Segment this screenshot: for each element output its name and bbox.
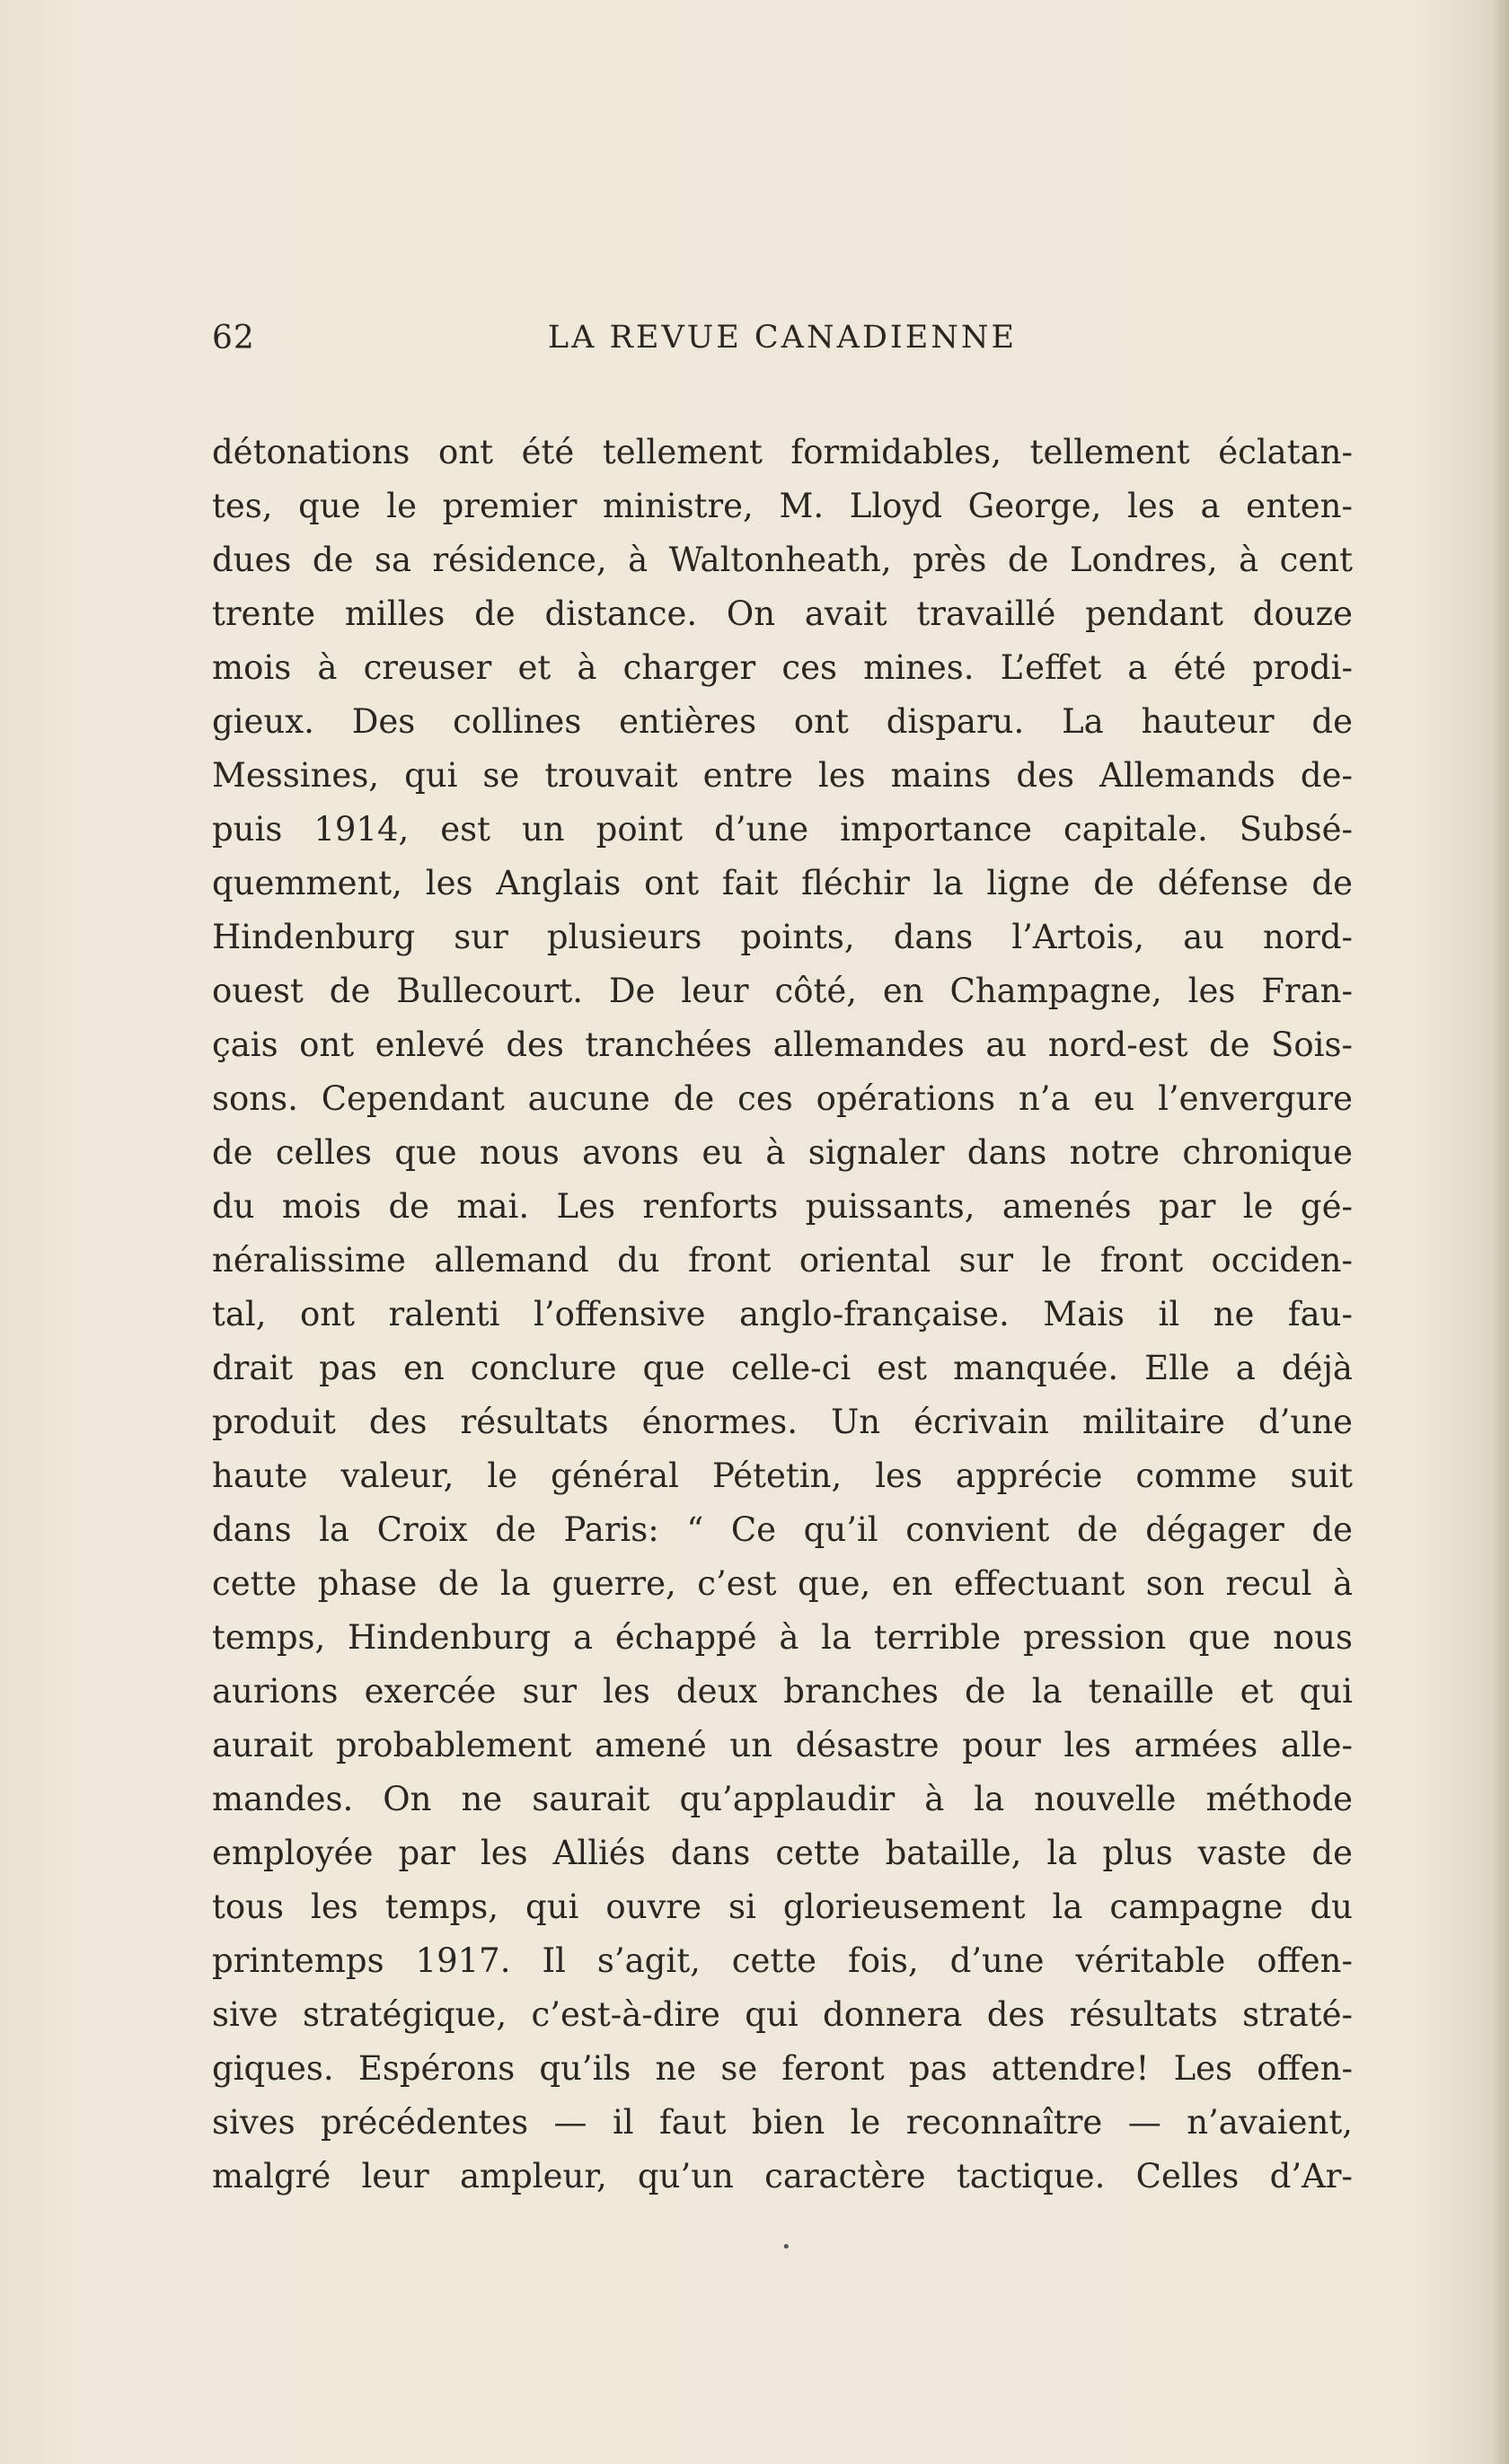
page-edge-shadow	[1493, 0, 1509, 2464]
text-line: mandes. On ne saurait qu’applaudir à la nouvelle méthode	[212, 1780, 1353, 1818]
text-line: ouest de Bullecourt. De leur côté, en Champagne, les Fran-	[212, 972, 1353, 1010]
text-line: employée par les Alliés dans cette bataille, la plus vaste de	[212, 1834, 1353, 1872]
text-line: aurions exercée sur les deux branches de la tenaille et qui	[212, 1672, 1353, 1711]
text-line: Hindenburg sur plusieurs points, dans l’Artois, au nord-	[212, 918, 1353, 956]
text-line: cette phase de la guerre, c’est que, en effectuant son recul à	[212, 1564, 1353, 1603]
text-line: giques. Espérons qu’ils ne se feront pas attendre! Les offen-	[212, 2049, 1353, 2088]
text-line: quemment, les Anglais ont fait fléchir la ligne de défense de	[212, 864, 1353, 902]
text-line: du mois de mai. Les renforts puissants, amenés par le gé-	[212, 1187, 1353, 1226]
text-line: sons. Cependant aucune de ces opérations n’a eu l’envergure	[212, 1079, 1353, 1118]
text-line: tes, que le premier ministre, M. Lloyd George, les a enten-	[212, 487, 1353, 525]
text-line: mois à creuser et à charger ces mines. L’effet a été prodi-	[212, 648, 1353, 687]
text-line: trente milles de distance. On avait travaillé pendant douze	[212, 594, 1353, 633]
running-title: LA REVUE CANADIENNE	[547, 320, 1018, 356]
text-line: printemps 1917. Il s’agit, cette fois, d’une véritable offen-	[212, 1941, 1353, 1980]
body-text	[212, 426, 1353, 2204]
text-line: de celles que nous avons eu à signaler dans notre chronique	[212, 1133, 1353, 1172]
text-line: puis 1914, est un point d’une importance capitale. Subsé-	[212, 810, 1353, 849]
text-line: Messines, qui se trouvait entre les mains des Allemands de-	[212, 756, 1353, 795]
text-line: çais ont enlevé des tranchées allemandes au nord-est de Sois-	[212, 1025, 1353, 1064]
page-header	[212, 320, 1353, 365]
text-line: sive stratégique, c’est-à-dire qui donnera des résultats straté-	[212, 1995, 1353, 2034]
text-line: tous les temps, qui ouvre si glorieusement la campagne du	[212, 1888, 1353, 1926]
text-line: détonations ont été tellement formidables, tellement éclatan-	[212, 433, 1353, 471]
page-number: 62	[212, 320, 255, 356]
text-line: gieux. Des collines entières ont disparu. La hauteur de	[212, 702, 1353, 741]
text-line: dues de sa résidence, à Waltonheath, près de Londres, à cent	[212, 541, 1353, 579]
text-line: haute valeur, le général Pétetin, les apprécie comme suit	[212, 1456, 1353, 1495]
text-line: produit des résultats énormes. Un écrivain militaire d’une	[212, 1403, 1353, 1441]
text-line: tal, ont ralenti l’offensive anglo-française. Mais il ne fau-	[212, 1295, 1353, 1333]
text-line: néralissime allemand du front oriental sur le front occiden-	[212, 1241, 1353, 1280]
text-line: sives précédentes — il faut bien le reconnaître — n’avaient,	[212, 2103, 1353, 2142]
text-line: malgré leur ampleur, qu’un caractère tactique. Celles d’Ar-	[212, 2157, 1353, 2196]
text-line: dans la Croix de Paris: “ Ce qu’il convient de dégager de	[212, 1510, 1353, 1549]
text-line: drait pas en conclure que celle-ci est manquée. Elle a déjà	[212, 1349, 1353, 1387]
text-line: aurait probablement amené un désastre pour les armées alle-	[212, 1726, 1353, 1764]
print-mark-icon: •	[781, 2238, 791, 2257]
text-line: temps, Hindenburg a échappé à la terrible pression que nous	[212, 1618, 1353, 1657]
